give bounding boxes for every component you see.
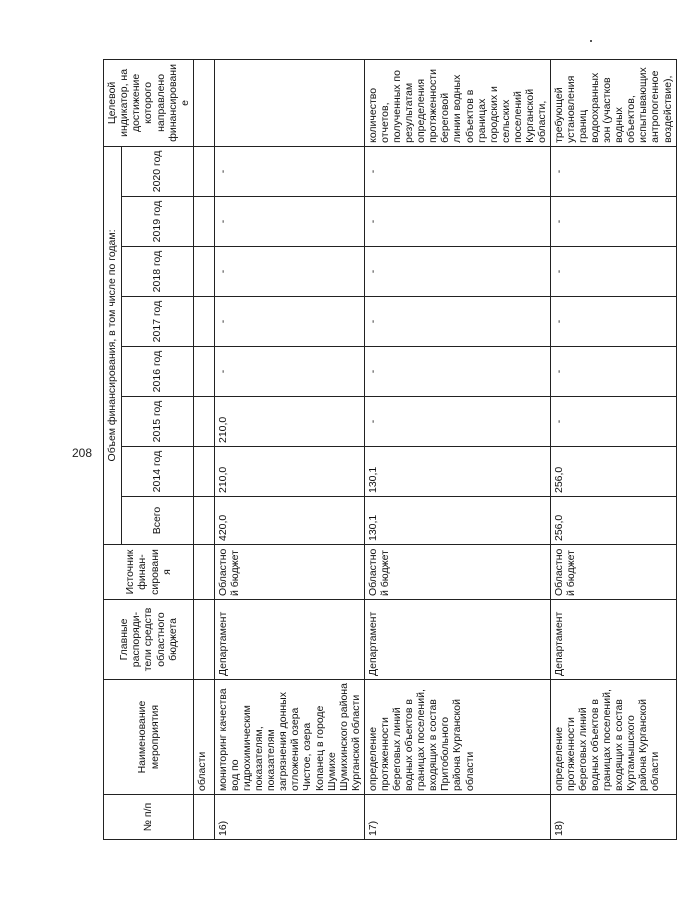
- continuation-text: области: [194, 680, 215, 795]
- row-source: Областной бюджет: [215, 545, 365, 600]
- row-total: 256,0: [550, 497, 676, 545]
- cell-empty: [194, 545, 215, 600]
- row-2014: 210,0: [215, 447, 365, 497]
- row-2018: -: [550, 247, 676, 297]
- cell-empty: [194, 600, 215, 680]
- row-2014: 256,0: [550, 447, 676, 497]
- row-2015: 210,0: [215, 397, 365, 447]
- row-total: 130,1: [365, 497, 551, 545]
- row-2019: -: [550, 197, 676, 247]
- header-year-2017: 2017 год: [122, 297, 194, 347]
- cell-empty: [194, 247, 215, 297]
- cell-empty: [194, 347, 215, 397]
- row-2014: 130,1: [365, 447, 551, 497]
- row-2019: -: [365, 197, 551, 247]
- cell-empty: [194, 497, 215, 545]
- row-2016: -: [215, 347, 365, 397]
- row-source: Областной бюджет: [365, 545, 551, 600]
- row-2018: -: [365, 247, 551, 297]
- header-year-2020: 2020 год: [122, 146, 194, 196]
- row-2015: -: [365, 397, 551, 447]
- cell-empty: [194, 146, 215, 196]
- row-2019: -: [215, 197, 365, 247]
- header-indicator: Целевой индикатор, на достижение которого направлено финансирование: [104, 59, 194, 146]
- row-2018: -: [215, 247, 365, 297]
- row-2016: -: [550, 347, 676, 397]
- table-row: [550, 59, 676, 839]
- header-total: Всего: [122, 497, 194, 545]
- rotated-table-container: [103, 60, 674, 840]
- row-source: Областной бюджет: [550, 545, 676, 600]
- header-name: Наименование мероприятия: [104, 680, 194, 795]
- continuation-row: [194, 59, 215, 839]
- scan-dot: [590, 40, 592, 42]
- cell-empty: [194, 297, 215, 347]
- header-year-2019: 2019 год: [122, 197, 194, 247]
- row-name: определение протяженности береговых линий водных объектов в границах поселений, входящих в состав Куртамышского района Курганской области: [550, 680, 676, 795]
- header-source: Источник финан-сирования: [104, 545, 194, 600]
- row-2020: -: [550, 146, 676, 196]
- header-year-2018: 2018 год: [122, 247, 194, 297]
- header-year-2014: 2014 год: [122, 447, 194, 497]
- header-volume: Объем финансирования, в том числе по годам:: [104, 146, 122, 544]
- header-year-2016: 2016 год: [122, 347, 194, 397]
- row-manager: Департамент: [550, 600, 676, 680]
- row-indicator: требующей установления границ водоохранных зон (участков водных объектов, испытывающих антропогенное воздействие),: [550, 59, 676, 146]
- row-manager: Департамент: [365, 600, 551, 680]
- header-year-2015: 2015 год: [122, 397, 194, 447]
- row-2016: -: [365, 347, 551, 397]
- header-manager: Главные распоряди-тели средств областного бюджета: [104, 600, 194, 680]
- cell-empty: [194, 397, 215, 447]
- financing-table: [103, 59, 677, 840]
- row-2020: -: [365, 146, 551, 196]
- cell-empty: [194, 59, 215, 146]
- row-indicator: [215, 59, 365, 146]
- table-row: [215, 59, 365, 839]
- row-num: 18): [550, 795, 676, 840]
- cell-empty: [194, 447, 215, 497]
- row-2017: -: [550, 297, 676, 347]
- row-total: 420,0: [215, 497, 365, 545]
- row-num: 17): [365, 795, 551, 840]
- page-number: 208: [72, 446, 93, 460]
- row-num: 16): [215, 795, 365, 840]
- row-2015: -: [550, 397, 676, 447]
- cell-empty: [194, 795, 215, 840]
- cell-empty: [194, 197, 215, 247]
- row-2017: -: [365, 297, 551, 347]
- row-indicator: количество отчетов, полученных по результатам определения протяженности береговой линии водных объектов в границах городских и сельских поселений Курганской области,: [365, 59, 551, 146]
- row-2017: -: [215, 297, 365, 347]
- row-2020: -: [215, 146, 365, 196]
- row-name: определение протяженности береговых линий водных объектов в границах поселений, входящих в состав Притобольного района Курганской области: [365, 680, 551, 795]
- row-name: мониторинг качества вод по гидрохимическим показателям, показателям загрязнения донных отложений озера Чистое, озера Копанец в городе Шумихе Шумихинского района Курганской области: [215, 680, 365, 795]
- table-row: [365, 59, 551, 839]
- row-manager: Департамент: [215, 600, 365, 680]
- header-num: № п/п: [104, 795, 194, 840]
